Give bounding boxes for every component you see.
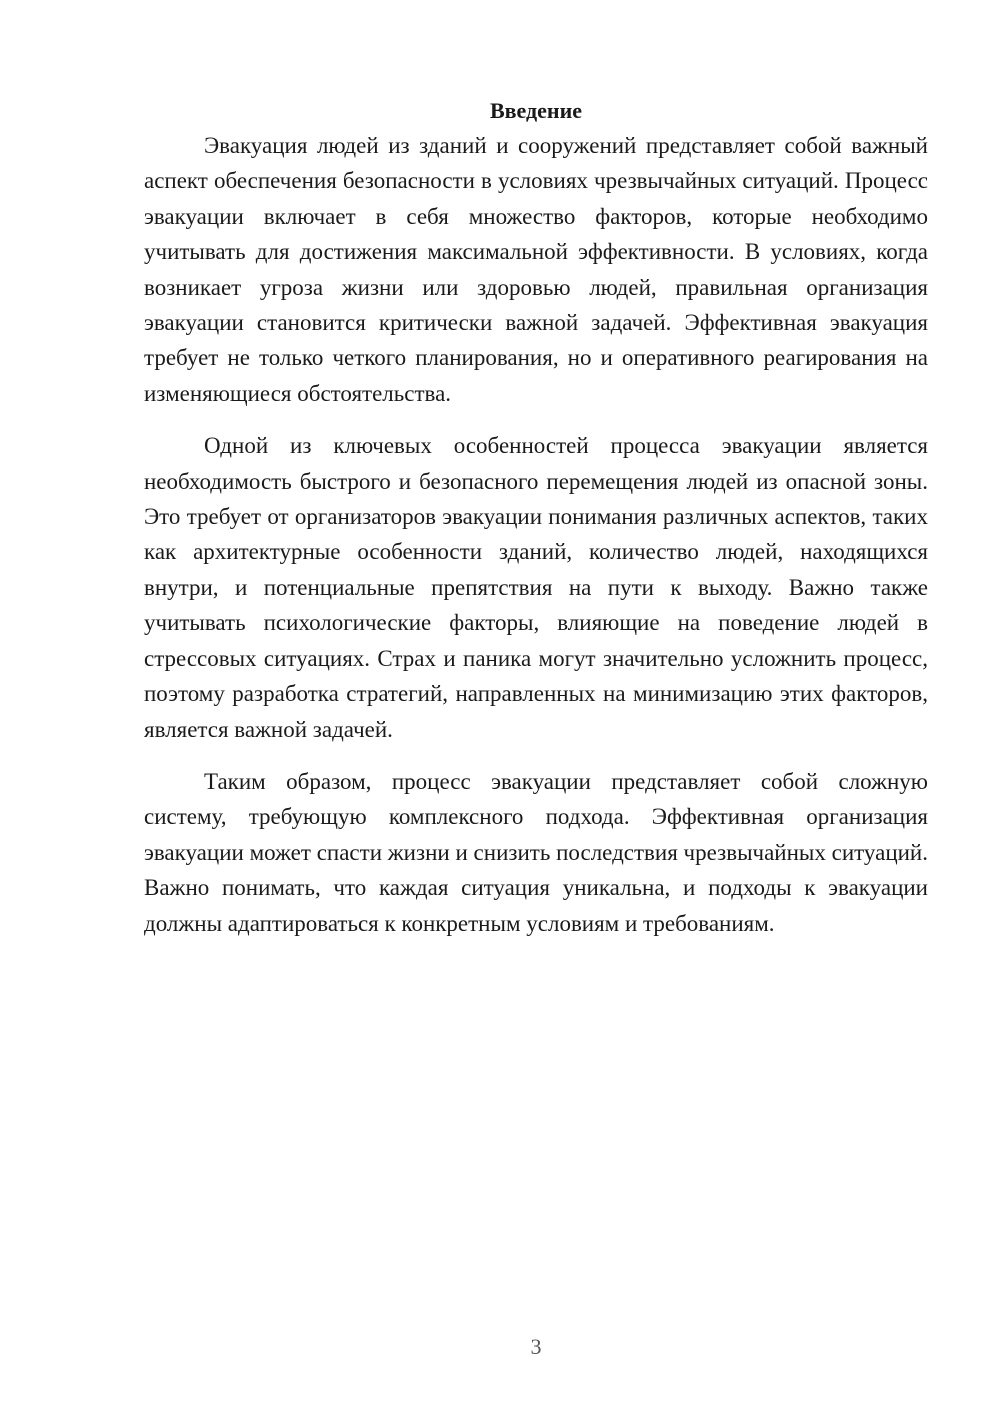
paragraph-2: Одной из ключевых особенностей процесса эвакуации является необходимость быстрого и безопасного перемещения людей из опасной зоны. Это требует от организаторов эвакуации понимания различных аспектов, таких как архитектурные особенности зданий, количество людей, находящихся внутри, и потенциальные препятствия на пути к выходу. Важно также учитывать психологические факторы, влияющие на поведение людей в стрессовых ситуациях. Страх и паника могут значительно усложнить процесс, поэтому разработка стратегий, направленных на минимизацию этих факторов, является важной задачей. (144, 433, 928, 742)
section-heading: Введение (489, 98, 583, 123)
paragraph-3: Таким образом, процесс эвакуации представляет собой сложную систему, требующую комплексного подхода. Эффективная организация эвакуации может спасти жизни и снизить последствия чрезвычайных ситуаций. Важно понимать, что каждая ситуация уникальна, и подходы к эвакуации должны адаптироваться к конкретным условиям и требованиям. (144, 768, 928, 936)
paragraph-1: Эвакуация людей из зданий и сооружений представляет собой важный аспект обеспечения безопасности в условиях чрезвычайных ситуаций. Процесс эвакуации включает в себя множество факторов, которые необходимо учитывать для достижения максимальной эффективности. В условиях, когда возникает угроза жизни или здоровью людей, правильная организация эвакуации становится критически важной задачей. Эффективная эвакуация требует не только четкого планирования, но и оперативного реагирования на изменяющиеся обстоятельства. (144, 133, 928, 406)
page-number: 3 (530, 1334, 542, 1359)
page-content (144, 96, 928, 958)
